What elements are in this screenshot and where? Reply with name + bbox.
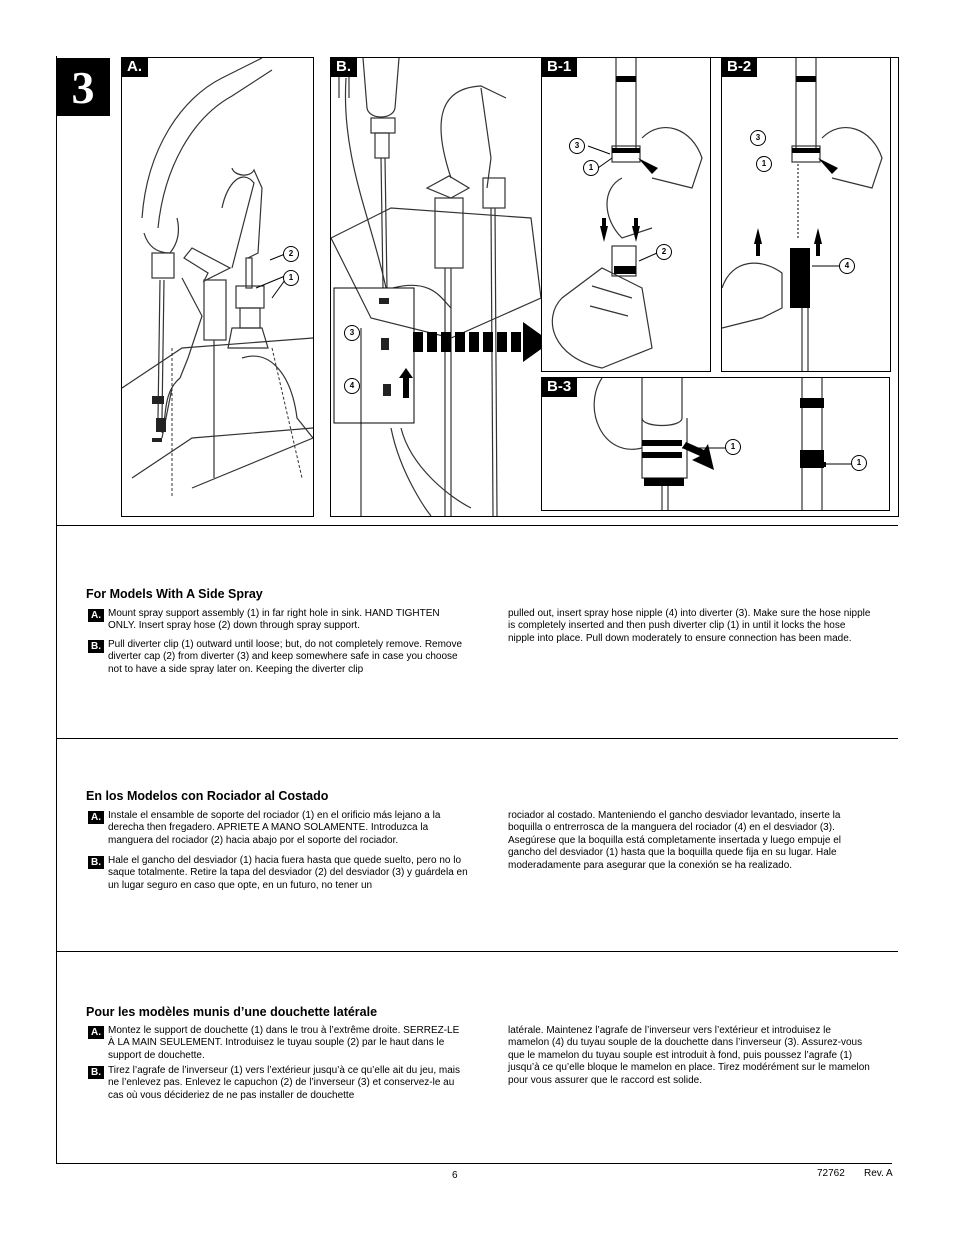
- section-divider-2: [56, 738, 898, 739]
- panel-a-illustration: [121, 57, 314, 517]
- spanish-step-a-text: Instale el ensamble de soporte del rociador (1) en el orificio más lejano a la derecha then fregadero. APRIETE A MANO SOLAMENTE. Introduzca la manguera del rociador (2) hacia abajo por el soporte del rociador.: [108, 810, 441, 846]
- panel-a-tag: A.: [122, 58, 148, 77]
- step-b-badge: B.: [88, 856, 104, 869]
- english-continued-text: pulled out, insert spray hose nipple (4) into diverter (3). Make sure the hose nipple is completely inserted and then push diverter clip (1) in until it locks the hose nipple into place. Pull down moderately to ensure connection has been made.: [508, 608, 871, 644]
- insert-nipple-drawing: [722, 58, 890, 371]
- callout-b1-clip: 1: [583, 160, 599, 176]
- panel-b1-illustration: [541, 57, 711, 372]
- section-divider-3: [56, 951, 898, 952]
- spanish-section-title: En los Modelos con Rociador al Costado: [86, 789, 329, 803]
- left-border-line: [56, 56, 57, 1164]
- panel-b3-illustration: [541, 377, 890, 511]
- push-clip-lock-drawing: [542, 378, 889, 510]
- french-section-title: Pour les modèles munis d’une douchette latérale: [86, 1005, 378, 1019]
- callout-b2-nipple: 4: [839, 258, 855, 274]
- step-a-badge: A.: [88, 811, 104, 824]
- step-number-badge: 3: [56, 58, 110, 116]
- french-continued-text: latérale. Maintenez l’agrafe de l’inverseur vers l’extérieur et introduisez le mamelon (4) du tuyau souple de la douchette dans l’inverseur (3). Assurez-vous que le mamelon du tuyau souple est introduit à fond, puis poussez l’agrafe (1) jusqu’à ce qu’elle bloque le mamelon en place. Tirez modérément sur le mamelon pour vous assurer que le raccord est solide.: [508, 1025, 870, 1086]
- page-number: 6: [452, 1170, 458, 1181]
- revision-label: Rev. A: [864, 1168, 893, 1179]
- english-step-a-text: Mount spray support assembly (1) in far right hole in sink. HAND TIGHTEN ONLY. Insert spray hose (2) down through spray support.: [108, 608, 440, 632]
- panel-b3-tag: B-3: [542, 378, 577, 397]
- callout-b1-cap: 2: [656, 244, 672, 260]
- faucet-side-spray-drawing: [122, 58, 313, 516]
- callout-b2-diverter: 3: [750, 130, 766, 146]
- step-a-badge: A.: [88, 609, 104, 622]
- callout-b1-diverter: 3: [569, 138, 585, 154]
- english-step-a: [88, 608, 468, 633]
- callout-hose-nipple: 4: [344, 378, 360, 394]
- french-step-a: [88, 1025, 468, 1062]
- spanish-step-a: [88, 810, 468, 847]
- spanish-step-b: [88, 855, 468, 892]
- spanish-continued-text: rociador al costado. Manteniendo el gancho desviador levantado, inserte la boquilla o entrerrosca de la manguera del rociador (4) en el desviador (3). Asegúrese que la boquilla está completamente insertada y luego empuje el gancho del desviador (1) hasta que la boquilla quede fija en su lugar. Hale moderadamente para asegurar que la conexión se ha realizado.: [508, 810, 841, 871]
- callout-spray-hose: 2: [283, 246, 299, 262]
- callout-b3-clip-b: 1: [851, 455, 867, 471]
- callout-spray-support: 1: [283, 270, 299, 286]
- panel-b-tag: B.: [331, 58, 357, 77]
- step-b-badge: B.: [88, 640, 104, 653]
- document-number: 72762: [817, 1168, 845, 1179]
- french-step-b: [88, 1065, 468, 1102]
- english-step-b: [88, 639, 468, 676]
- english-section-title: For Models With A Side Spray: [86, 587, 263, 601]
- footer-rule: [56, 1163, 892, 1164]
- panel-b1-tag: B-1: [542, 58, 577, 77]
- step-b-badge: B.: [88, 1066, 104, 1079]
- spanish-step-b-text: Hale el gancho del desviador (1) hacia fuera hasta que quede suelto, pero no lo saque totalmente. Retire la tapa del desviador (2) del desviador (3) y guárdela en un lugar seguro en caso que opte, en un futuro, no tener un: [108, 855, 468, 891]
- english-step-b-text: Pull diverter clip (1) outward until loose; but, do not completely remove. Remove diverter cap (2) from diverter (3) and keep somewhere safe in case you choose not to have a side spray later on. Keeping the diverter clip: [108, 639, 463, 675]
- panel-b2-tag: B-2: [722, 58, 757, 77]
- step-a-badge: A.: [88, 1026, 104, 1039]
- callout-b3-clip-a: 1: [725, 439, 741, 455]
- callout-b2-clip: 1: [756, 156, 772, 172]
- section-divider-1: [56, 525, 898, 526]
- panel-b2-illustration: [721, 57, 891, 372]
- callout-diverter: 3: [344, 325, 360, 341]
- french-step-a-text: Montez le support de douchette (1) dans le trou à l’extrême droite. SERREZ-LE À LA MAIN SEULEMENT. Introduisez le tuyau souple (2) par le haut dans le support de douchette.: [108, 1025, 460, 1061]
- french-step-b-text: Tirez l’agrafe de l’inverseur (1) vers l’extérieur jusqu’à ce qu’elle ait du jeu, mais ne l’enlevez pas. Enlevez le capuchon (2) de l’inverseur (3) et conservez-le au cas où vous décideriez de ne pas installer de douchette: [108, 1065, 461, 1101]
- pull-clip-remove-cap-drawing: [542, 58, 710, 371]
